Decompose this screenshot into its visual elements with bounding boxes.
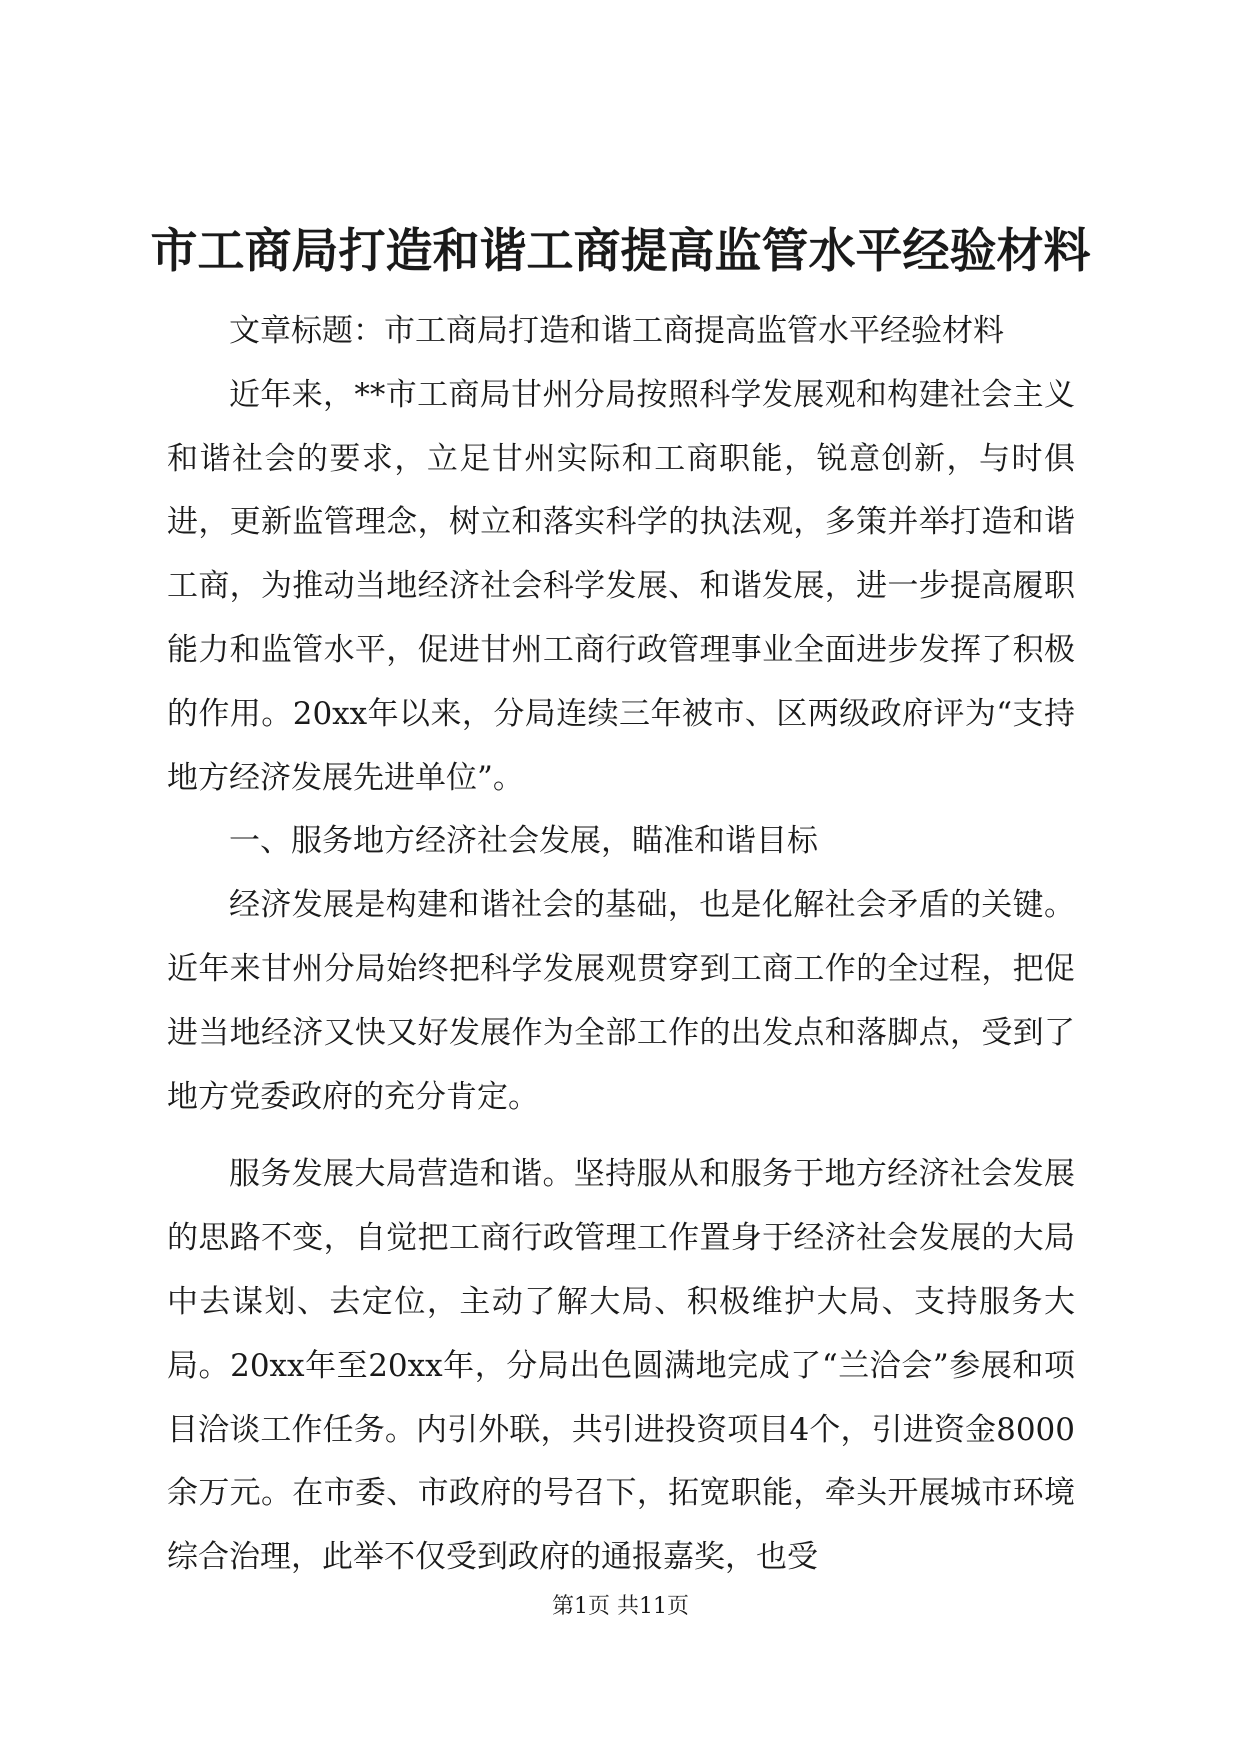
service-paragraph: 服务发展大局营造和谐。坚持服从和服务于地方经济社会发展的思路不变，自觉把工商行政管理工作置身于经济社会发展的大局中去谋划、去定位，主动了解大局、积极维护大局、支持服务大局。20xx年至20xx年，分局出色圆满地完成了“兰洽会”参展和项目洽谈工作任务。内引外联，共引进投资项目4个，引进资金8000余万元。在市委、市政府的号召下，拓宽职能，牵头开展城市环境综合治理，此举不仅受到政府的通报嘉奖，也受 xyxy=(167,1156,1075,1576)
article-title-line: 文章标题：市工商局打造和谐工商提高监管水平经验材料 xyxy=(229,313,1004,349)
document-body xyxy=(167,300,1075,1590)
page-footer: 第1页 共11页 xyxy=(552,1594,689,1619)
intro-paragraph: 近年来，**市工商局甘州分局按照科学发展观和构建社会主义和谐社会的要求，立足甘州实际和工商职能，锐意创新，与时俱进，更新监管理念，树立和落实科学的执法观，多策并举打造和谐工商，为推动当地经济社会科学发展、和谐发展，进一步提高履职能力和监管水平，促进甘州工商行政管理事业全面进步发挥了积极的作用。20xx年以来，分局连续三年被市、区两级政府评为“支持地方经济发展先进单位”。 xyxy=(167,376,1075,796)
section-paragraph: 经济发展是构建和谐社会的基础，也是化解社会矛盾的关键。近年来甘州分局始终把科学发展观贯穿到工商工作的全过程，把促进当地经济又快又好发展作为全部工作的出发点和落脚点，受到了地方党委政府的充分肯定。 xyxy=(167,887,1075,1115)
document-title: 市工商局打造和谐工商提高监管水平经验材料 xyxy=(150,224,1091,279)
section-heading: 一、服务地方经济社会发展，瞄准和谐目标 xyxy=(229,823,818,860)
